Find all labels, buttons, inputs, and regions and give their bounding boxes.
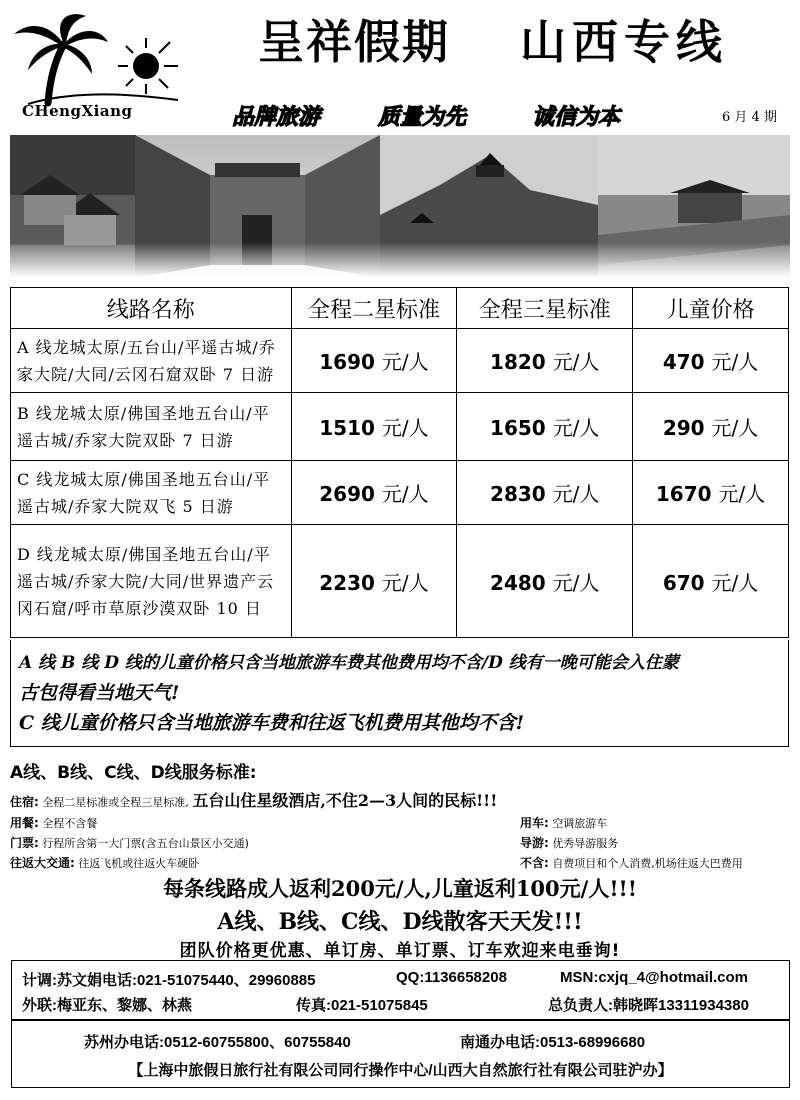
scenic-photo-strip	[10, 135, 790, 278]
palm-tree-icon	[14, 14, 108, 103]
office-nantong: 南通办电话:0513-68996680	[460, 1034, 646, 1051]
price-two-star: 2690 元/人	[291, 461, 457, 525]
contact-planning: 计调:苏文娟电话:021-51075440、29960885	[22, 972, 316, 989]
table-row	[11, 329, 789, 393]
brand-title: 呈祥假期	[258, 15, 450, 69]
promo-daily-departure: A线、B线、C线、D线散客天天发!!!	[217, 909, 583, 935]
promo-rebate: 每条线路成人返利200元/人,儿童返利100元/人!!!	[163, 876, 637, 901]
col-header-route: 线路名称	[11, 288, 292, 329]
price-three-star: 1820 元/人	[457, 329, 633, 393]
service-lodging: 住宿: 全程二星标准或全程三星标准, 五台山住星级酒店,不住2—3人间的民标!!!	[10, 791, 498, 810]
service-transport: 往返大交通: 往返飞机或往返火车硬卧	[10, 856, 200, 870]
contact-qq: QQ:1136658208	[396, 969, 507, 986]
contact-fax: 传真:021-51075845	[296, 997, 428, 1014]
logo-text: CHengXiang	[22, 102, 133, 120]
slogan-integrity: 诚信为本	[532, 105, 621, 130]
price-child: 470 元/人	[633, 329, 789, 393]
table-row	[11, 393, 789, 461]
contact-msn: MSN:cxjq_4@hotmail.com	[560, 969, 748, 986]
service-exclude: 不含: 自费项目和个人消费,机场往返大巴费用	[520, 856, 743, 870]
price-table	[10, 287, 789, 638]
company-names: 【上海中旅假日旅行社有限公司同行操作中心/山西大自然旅行社有限公司驻沪办】	[128, 1062, 673, 1079]
line-title: 山西专线	[520, 15, 728, 69]
route-cell: C 线龙城太原/佛国圣地五台山/平遥古城/乔家大院双飞 5 日游	[11, 461, 292, 525]
office-suzhou: 苏州办电话:0512-60755800、60755840	[84, 1034, 351, 1051]
table-row	[11, 525, 789, 638]
contact-sales: 外联:梅亚东、黎娜、林燕	[22, 997, 192, 1014]
col-header-three-star: 全程三星标准	[457, 288, 633, 329]
contact-box	[11, 960, 790, 1020]
price-child: 290 元/人	[633, 393, 789, 461]
table-header-row	[11, 288, 789, 329]
route-cell: D 线龙城太原/佛国圣地五台山/平遥古城/乔家大院/大同/世界遗产云冈石窟/呼市草原沙漠双卧 10 日	[11, 525, 292, 638]
price-two-star: 1690 元/人	[291, 329, 457, 393]
note-line-3: C 线儿童价格只含当地旅游车费和往返飞机费用其他均不含!	[19, 712, 525, 734]
promo-group-offer: 团队价格更优惠、单订房、单订票、订车欢迎来电垂询!	[179, 941, 621, 961]
service-ticket: 门票: 行程所含第一大门票(含五台山景区小交通)	[10, 836, 249, 850]
price-three-star: 2830 元/人	[457, 461, 633, 525]
table-row	[11, 461, 789, 525]
price-child: 670 元/人	[633, 525, 789, 638]
price-two-star: 2230 元/人	[291, 525, 457, 638]
route-cell: B 线龙城太原/佛国圣地五台山/平遥古城/乔家大院双卧 7 日游	[11, 393, 292, 461]
note-line-2: 古包得看当地天气!	[19, 682, 180, 704]
service-guide: 导游: 优秀导游服务	[520, 836, 619, 850]
note-line-1: A 线 B 线 D 线的儿童价格只含当地旅游车费其他费用均不含/D 线有一晚可能会入住蒙	[19, 653, 679, 673]
offices-box	[11, 1020, 790, 1088]
col-header-two-star: 全程二星标准	[291, 288, 457, 329]
price-child: 1670 元/人	[633, 461, 789, 525]
issue-number: 6 月 4 期	[722, 110, 777, 125]
slogan-quality: 质量为先	[378, 105, 467, 130]
price-three-star: 1650 元/人	[457, 393, 633, 461]
service-title: A线、B线、C线、D线服务标准:	[10, 763, 257, 783]
service-meal: 用餐: 全程不含餐	[10, 816, 98, 830]
notes-box	[10, 640, 789, 747]
contact-manager: 总负责人:韩晓晖13311934380	[548, 997, 749, 1014]
slogan-brand: 品牌旅游	[232, 105, 321, 130]
col-header-child: 儿童价格	[633, 288, 789, 329]
price-two-star: 1510 元/人	[291, 393, 457, 461]
route-cell: A 线龙城太原/五台山/平遥古城/乔家大院/大同/云冈石窟双卧 7 日游	[11, 329, 292, 393]
sun-icon	[118, 38, 178, 94]
price-three-star: 2480 元/人	[457, 525, 633, 638]
service-car: 用车: 空调旅游车	[520, 816, 608, 830]
